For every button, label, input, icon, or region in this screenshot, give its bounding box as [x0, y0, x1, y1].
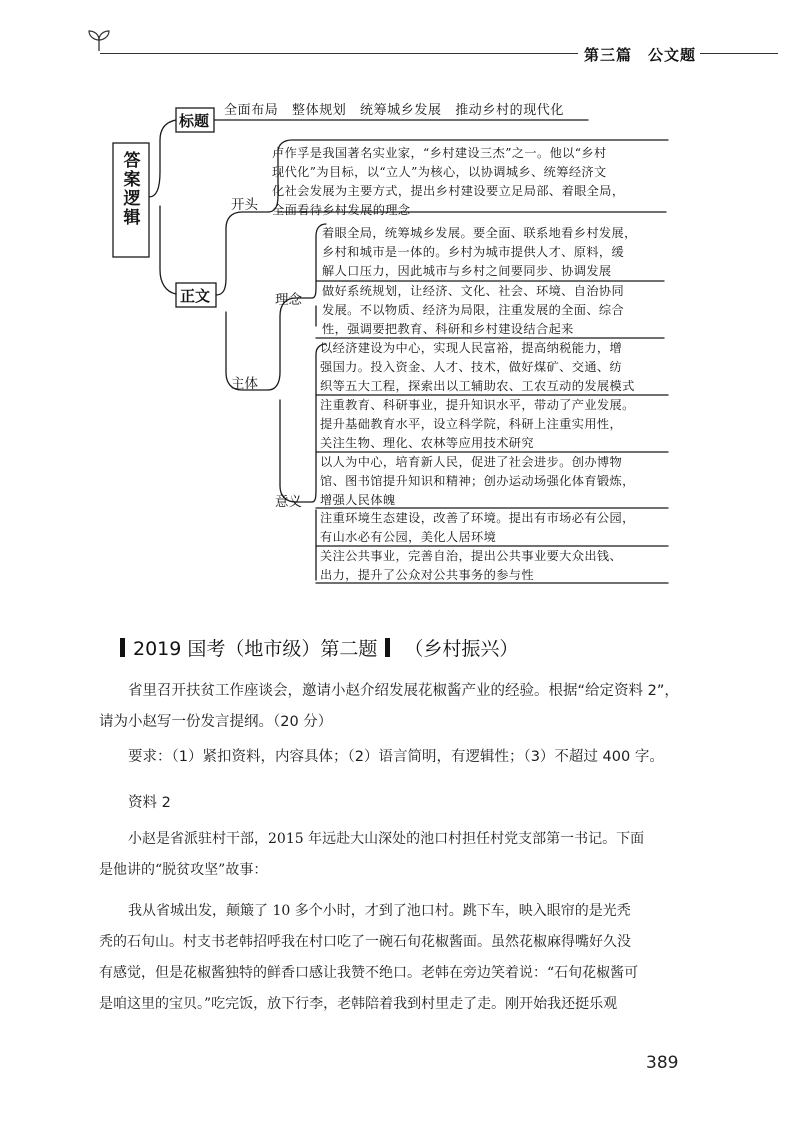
sig-item-4 [320, 509, 635, 547]
title-node-text: 全面布局 整体规划 统筹城乡发展 推动乡村的现代化 [224, 103, 565, 118]
mind-map-root: 答案逻辑 [123, 151, 141, 228]
concept-line: 着眼全局，统筹城乡发展。要全面、联系地看乡村发展， [322, 226, 637, 240]
sig-line: 注重教育、科研事业，提升知识水平，带动了产业发展。 [320, 398, 635, 412]
sig-line: 馆、图书馆提升知识和精神；创办运动场强化体育锻炼， [320, 474, 635, 488]
sig-item-5 [320, 547, 622, 585]
body-brace [216, 212, 268, 390]
opening-line: 卢作孚是我国著名实业家，“乡村建设三杰”之一。他以“乡村 [272, 146, 607, 160]
prompt-line: 请为小赵写一份发言提纲。（20 分） [99, 714, 333, 730]
page-number: 389 [646, 1053, 679, 1073]
chapter-title: 第三篇 公文题 [583, 46, 696, 64]
concept-line: 性，强调要把教育、科研和乡村建设结合起来 [322, 322, 574, 336]
sig-line: 注重环境生态建设，改善了环境。提出有市场必有公园， [320, 511, 635, 525]
section-heading [120, 634, 518, 661]
material-line: 有感觉，但是花椒酱独特的鲜香口感让我赞不绝口。老韩在旁边笑着说：“石旬花椒酱可 [99, 965, 639, 981]
sig-line: 关注生物、理化、农林等应用技术研究 [320, 436, 534, 450]
opening-line: 全面看待乡村发展的理念 [272, 203, 411, 217]
concept-line: 解人口压力，因此城市与乡村之间要同步、协调发展 [322, 264, 612, 278]
sig-line: 有山水必有公园，美化人居环境 [320, 530, 497, 544]
concept-label: 理念 [275, 292, 302, 308]
sig-item-1 [320, 339, 635, 396]
sig-line: 增强人民体魄 [320, 493, 396, 507]
section-title-text: 2019 国考（地市级）第二题 [133, 638, 378, 660]
opening-text [272, 144, 624, 220]
concept-item-2 [322, 282, 624, 339]
sig-line: 以经济建设为中心，实现人民富裕，提高纳税能力，增 [320, 341, 623, 355]
concept-line: 做好系统规划，让经济、文化、社会、环境、自治协同 [322, 284, 625, 298]
question-requirements: 要求：（1）紧扣资料，内容具体；（2）语言简明，有逻辑性；（3）不超过 400 字。 [128, 749, 664, 765]
prompt-line: 省里召开扶贫工作座谈会，邀请小赵介绍发展花椒酱产业的经验。根据“给定资料 2”， [128, 683, 679, 699]
concept-item-1 [322, 224, 637, 281]
opening-line: 化社会发展为主要方式，提出乡村建设要立足局部、着眼全局， [272, 184, 625, 198]
sig-line: 以人为中心，培育新人民，促进了社会进步。创办博物 [320, 455, 623, 469]
main-label: 主体 [231, 376, 258, 392]
question-prompt [99, 676, 694, 738]
sig-line: 强国力。投入资金、人才、技术，做好煤矿、交通、纺 [320, 360, 623, 374]
sig-item-2 [320, 396, 635, 453]
root-brace [149, 120, 176, 294]
opening-label: 开头 [231, 197, 258, 213]
sig-line: 提升基础教育水平，设立科学院，科研上注重实用性， [320, 417, 623, 431]
heading-bar-right [385, 638, 390, 657]
opening-line: 现代化”为目标，以“立人”为核心，以协调城乡、统筹经济文 [272, 165, 607, 179]
material-paragraph-1 [99, 824, 694, 886]
material-line: 小赵是省派驻村干部，2015 年远赴大山深处的池口村担任村党支部第一书记。下面 [128, 831, 645, 847]
sig-line: 出力，提升了公众对公共事务的参与性 [320, 568, 534, 582]
material-line: 秃的石旬山。村支书老韩招呼我在村口吃了一碗石旬花椒酱面。虽然花椒麻得嘴好久没 [99, 934, 631, 950]
sig-line: 关注公共事业，完善自治，提出公共事业要大众出钱、 [320, 549, 623, 563]
sig-item-3 [320, 453, 635, 510]
material-paragraph-2 [99, 896, 694, 1020]
main-brace [268, 298, 312, 502]
concept-line: 发展。不以物质、经济为局限，注重发展的全面、综合 [322, 303, 625, 317]
concept-line: 乡村和城市是一体的。乡村为城市提供人才、原料，缓 [322, 245, 625, 259]
material-heading: 资料 2 [128, 795, 171, 811]
heading-bar-left [120, 638, 125, 657]
title-node-label: 标题 [179, 112, 210, 130]
sig-line: 织等五大工程，探索出以工辅助农、工农互动的发展模式 [320, 379, 635, 393]
body-node-label: 正文 [180, 287, 211, 305]
material-line: 是咱这里的宝贝。”吃完饭，放下行李，老韩陪着我到村里走了走。刚开始我还挺乐观 [99, 996, 618, 1012]
significance-label: 意义 [275, 494, 302, 510]
section-topic: （乡村振兴） [404, 638, 519, 660]
material-line: 我从省城出发，颠簸了 10 多个小时，才到了池口村。跳下车，映入眼帘的是光秃 [128, 903, 631, 919]
material-line: 是他讲的“脱贫攻坚”故事： [99, 862, 268, 878]
